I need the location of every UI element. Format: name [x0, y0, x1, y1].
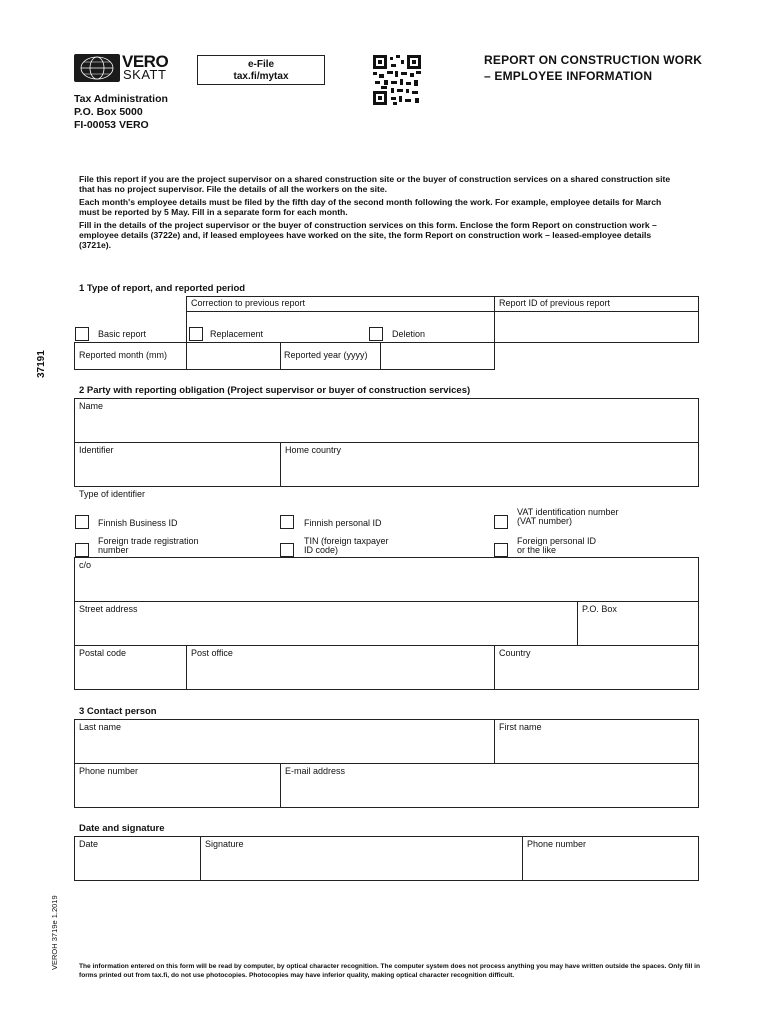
foreign-trade-line1: Foreign trade registration [98, 536, 199, 546]
tin-checkbox[interactable] [280, 543, 294, 557]
signature-field[interactable] [200, 836, 523, 881]
country-field[interactable] [494, 645, 699, 690]
po-box-field[interactable] [577, 601, 699, 646]
country-label: Country [499, 648, 531, 658]
logo-skatt-text: SKATT [123, 67, 167, 82]
post-office-field[interactable] [186, 645, 495, 690]
deletion-checkbox[interactable] [369, 327, 383, 341]
street-address-field[interactable] [74, 601, 578, 646]
address-line: FI-00053 VERO [74, 119, 149, 131]
email-label: E-mail address [285, 766, 346, 776]
report-id-label: Report ID of previous report [499, 298, 611, 308]
home-country-label: Home country [285, 445, 342, 455]
signature-label: Signature [205, 839, 244, 849]
address-block [74, 93, 168, 132]
instruction-paragraph: Each month's employee details must be filed by the fifth day of the second month following the work. For example, employee details for March must be reported by 5 May. Fill in a separate form for each month. [79, 197, 662, 217]
finnish-personal-id-label: Finnish personal ID [304, 518, 382, 528]
address-line: Tax Administration [74, 93, 168, 105]
tin-line1: TIN (foreign taxpayer [304, 536, 389, 546]
reported-year-field[interactable] [381, 343, 493, 369]
vat-line1: VAT identification number [517, 507, 619, 517]
finnish-business-id-checkbox[interactable] [75, 515, 89, 529]
first-name-field[interactable] [494, 719, 699, 764]
efile-box [197, 55, 325, 85]
vat-number-checkbox[interactable] [494, 515, 508, 529]
form-number: 37191 [36, 350, 47, 378]
report-id-field[interactable] [494, 312, 698, 342]
signature-section-title: Date and signature [79, 823, 165, 834]
co-field[interactable] [74, 557, 699, 602]
correction-label: Correction to previous report [191, 298, 306, 308]
reported-month-label: Reported month (mm) [79, 350, 168, 360]
form-title-line2: – EMPLOYEE INFORMATION [484, 69, 653, 83]
instructions [79, 174, 679, 253]
co-label: c/o [79, 560, 92, 570]
date-field[interactable] [74, 836, 201, 881]
form-title [484, 52, 702, 84]
home-country-field[interactable] [280, 442, 699, 487]
email-field[interactable] [280, 763, 699, 808]
foreign-personal-id-checkbox[interactable] [494, 543, 508, 557]
signature-phone-field[interactable] [522, 836, 699, 881]
address-line: P.O. Box 5000 [74, 106, 143, 118]
postal-code-label: Postal code [79, 648, 127, 658]
name-label: Name [79, 401, 104, 411]
finnish-business-id-label: Finnish Business ID [98, 518, 178, 528]
ocr-notice: The information entered on this form will be read by computer, by optical character recognition. The computer system does not process anything you may have written outside the spaces. Only fill in forms printed out from tax.fi, do not use photocopies. Photocopies may have inferior quality, making optical character recognition difficult. [79, 963, 701, 979]
foreign-trade-checkbox[interactable] [75, 543, 89, 557]
reported-month-field[interactable] [187, 343, 279, 369]
post-office-label: Post office [191, 648, 233, 658]
vat-line2: (VAT number) [517, 516, 573, 526]
section3-title: 3 Contact person [79, 706, 157, 717]
identifier-label: Identifier [79, 445, 114, 455]
street-address-label: Street address [79, 604, 138, 614]
foreign-personal-id-label [517, 537, 596, 555]
contact-phone-field[interactable] [74, 763, 281, 808]
foreign-personal-line1: Foreign personal ID [517, 536, 597, 546]
contact-phone-label: Phone number [79, 766, 139, 776]
vero-logo [74, 52, 169, 82]
foreign-trade-line2: number [98, 545, 129, 555]
name-field[interactable] [74, 398, 699, 443]
last-name-label: Last name [79, 722, 122, 732]
first-name-label: First name [499, 722, 542, 732]
type-of-identifier-label: Type of identifier [79, 489, 146, 499]
basic-report-checkbox[interactable] [75, 327, 89, 341]
efile-label: e-File [247, 59, 275, 70]
reported-year-label: Reported year (yyyy) [284, 350, 368, 360]
tin-label [304, 537, 389, 555]
section1-title: 1 Type of report, and reported period [79, 283, 246, 294]
form-version: VEROH 3719e 1.2019 [50, 895, 59, 970]
tin-line2: ID code) [304, 545, 339, 555]
vat-number-label [517, 508, 619, 526]
last-name-field[interactable] [74, 719, 495, 764]
logo-vero-text: VERO [122, 52, 169, 71]
efile-url: tax.fi/mytax [233, 71, 289, 82]
replacement-label: Replacement [210, 329, 264, 339]
identifier-field[interactable] [74, 442, 281, 487]
replacement-checkbox[interactable] [189, 327, 203, 341]
globe-icon [74, 54, 120, 82]
instruction-paragraph: File this report if you are the project supervisor on a shared construction site or the buyer of construction services on a shared construction site that has no project supervisor. File the details of all the workers on the site. [79, 174, 671, 194]
signature-phone-label: Phone number [527, 839, 587, 849]
instruction-paragraph: Fill in the details of the project supervisor or the buyer of construction services on this form. Enclose the form Report on construction work – employee details (3722e) and, if leased employees have worked on the site, the form Report on construction work – leased-employee details (3721e). [79, 220, 657, 250]
foreign-trade-label [98, 537, 199, 555]
section2-title: 2 Party with reporting obligation (Project supervisor or buyer of construction services) [79, 385, 471, 396]
date-label: Date [79, 839, 99, 849]
postal-code-field[interactable] [74, 645, 187, 690]
deletion-label: Deletion [392, 329, 426, 339]
qr-code-icon [373, 55, 421, 105]
finnish-personal-id-checkbox[interactable] [280, 515, 294, 529]
po-box-label: P.O. Box [582, 604, 617, 614]
form-title-line1: REPORT ON CONSTRUCTION WORK [484, 53, 703, 67]
foreign-personal-line2: or the like [517, 545, 557, 555]
basic-report-label: Basic report [98, 329, 147, 339]
